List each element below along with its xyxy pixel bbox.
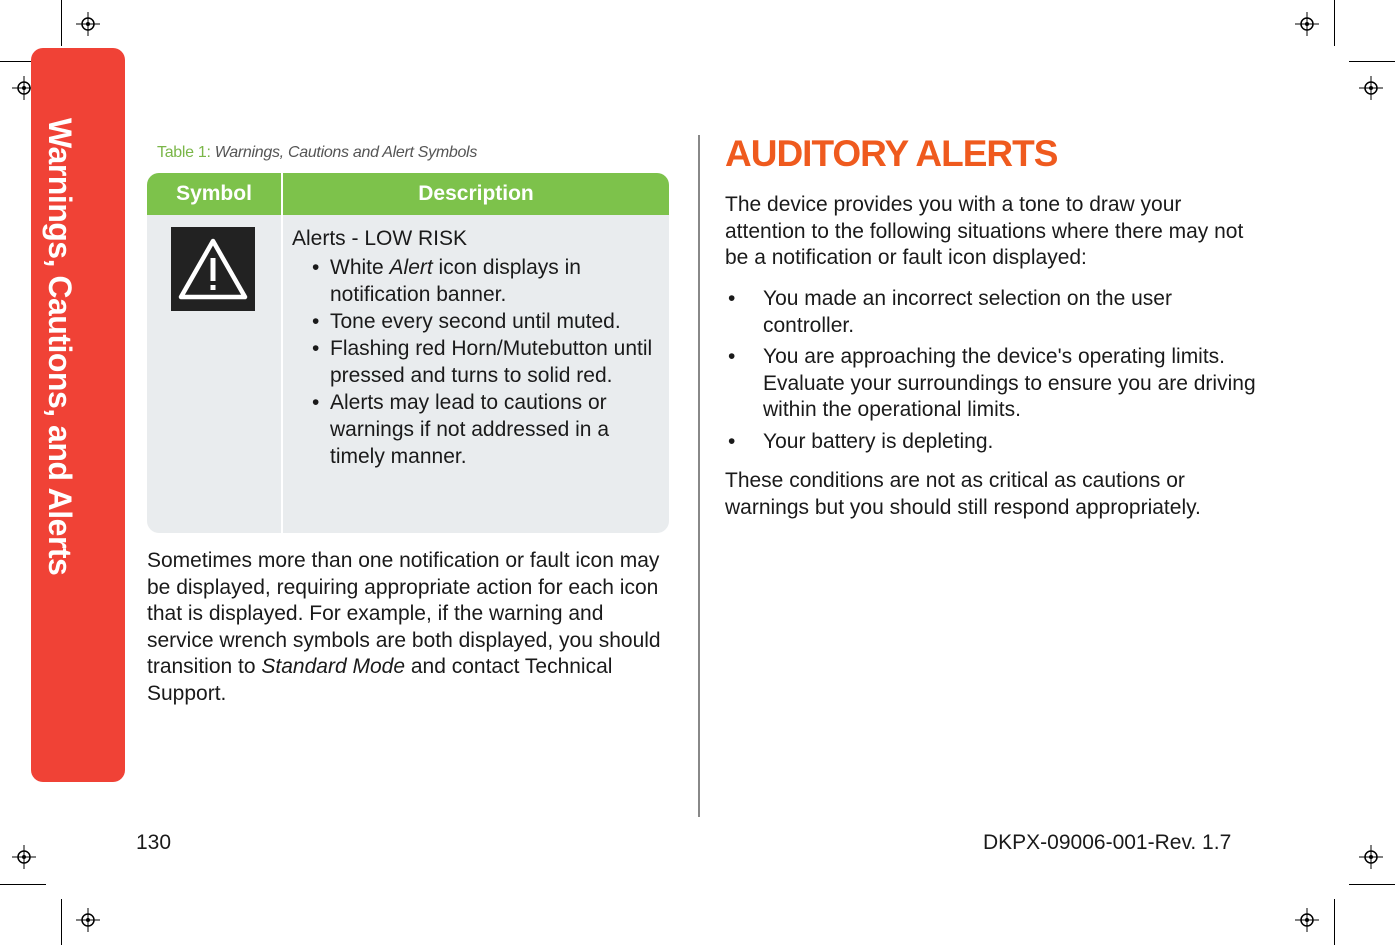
- list-item: • Your battery is depleting.: [725, 429, 1260, 456]
- crop-mark: [1349, 884, 1395, 885]
- table-caption: [157, 144, 477, 162]
- header-description: Description: [418, 182, 534, 205]
- crop-mark: [1334, 899, 1335, 945]
- section-heading: AUDITORY ALERTS: [725, 133, 1058, 174]
- alert-bullet-list: [292, 254, 661, 470]
- bullet1-pre: White: [330, 256, 390, 279]
- alert-title: Alerts - LOW RISK: [292, 227, 468, 250]
- registration-mark-icon: [1359, 76, 1383, 100]
- table-header-row: [147, 173, 669, 215]
- crop-mark: [1334, 0, 1335, 46]
- crop-mark: [61, 0, 62, 46]
- warning-triangle-icon: [171, 227, 255, 311]
- page-number: 130: [136, 831, 172, 854]
- list-item: • Flashing red Horn/Mutebutton until pressed and turns to solid red.: [292, 335, 661, 389]
- list-item: • You made an incorrect selection on the user controller.: [725, 286, 1260, 339]
- registration-mark-icon: [1295, 12, 1319, 36]
- paragraph-pre: Sometimes more than one notification or fault icon may be displayed, requiring appropriate action for each icon that is displayed. For example, if the warning and service wrench symbols are both displayed, you should transition to: [147, 549, 661, 678]
- header-symbol: Symbol: [147, 173, 283, 215]
- registration-mark-icon: [76, 908, 100, 932]
- bullet1-post: icon displays in notification banner.: [330, 256, 581, 306]
- crop-mark: [61, 899, 62, 945]
- crop-mark: [1349, 61, 1395, 62]
- symbols-table: [147, 173, 669, 533]
- symbol-cell: [147, 215, 283, 533]
- notification-paragraph: [147, 548, 667, 707]
- document-id: DKPX-09006-001-Rev. 1.7: [983, 831, 1232, 854]
- list-item: • Tone every second until muted.: [292, 308, 661, 335]
- auditory-intro: The device provides you with a tone to draw your attention to the following situations where there may not be a notification or fault icon displayed:: [725, 193, 1244, 269]
- paragraph-post: and contact Technical Support.: [147, 655, 613, 705]
- bullet1-em: Alert: [389, 256, 433, 279]
- paragraph-em: Standard Mode: [261, 655, 406, 678]
- auditory-bullet-list: [725, 286, 1260, 460]
- list-item: • Alerts may lead to cautions or warnings if not addressed in a timely manner.: [292, 389, 661, 470]
- description-cell: [283, 215, 669, 533]
- section-side-tab-label: Warnings, Cautions, and Alerts: [42, 118, 78, 576]
- auditory-closing: These conditions are not as critical as cautions or warnings but you should still respond appropriately.: [725, 469, 1201, 519]
- registration-mark-icon: [12, 845, 36, 869]
- registration-mark-icon: [1359, 845, 1383, 869]
- column-divider: [698, 135, 700, 817]
- table-caption-title: Warnings, Cautions and Alert Symbols: [214, 144, 478, 161]
- list-item: [292, 254, 661, 308]
- table-caption-prefix: Table 1:: [157, 144, 211, 161]
- crop-mark: [0, 884, 46, 885]
- list-item: • You are approaching the device's operating limits. Evaluate your surroundings to ensure you are driving within the operational limits.: [725, 344, 1260, 424]
- registration-mark-icon: [76, 12, 100, 36]
- table-row: [147, 215, 669, 533]
- registration-mark-icon: [1295, 908, 1319, 932]
